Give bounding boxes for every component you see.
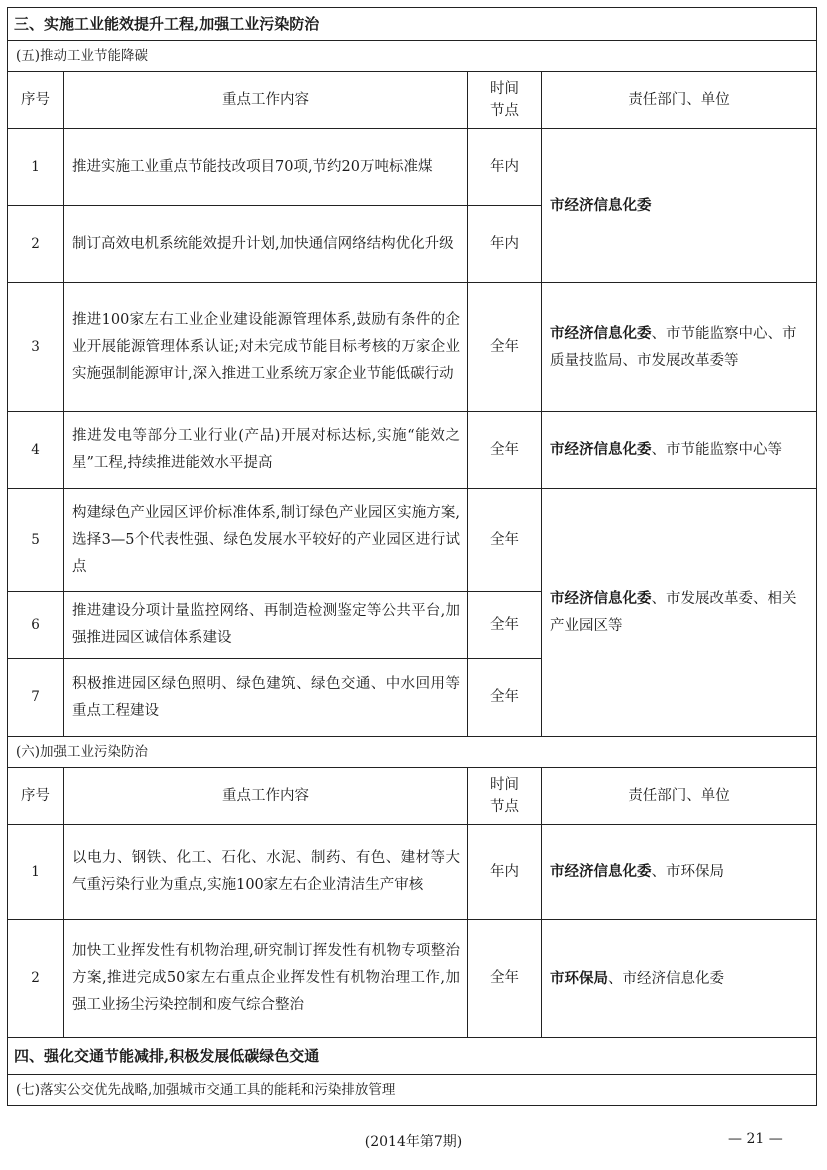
header-time: 时间 节点 (468, 72, 542, 129)
row-time: 年内 (468, 825, 542, 920)
row-dept: 市经济信息化委、市环保局 (542, 825, 817, 920)
row-content: 推进发电等部分工业行业(产品)开展对标达标,实施“能效之星”工程,持续推进能效水平提高 (64, 412, 468, 489)
section-3-title: 三、实施工业能效提升工程,加强工业污染防治 (8, 8, 817, 41)
section-4-title: 四、强化交通节能减排,积极发展低碳绿色交通 (8, 1038, 817, 1075)
header-content: 重点工作内容 (64, 72, 468, 129)
policy-table (7, 7, 817, 1106)
row-time: 全年 (468, 920, 542, 1038)
row-num: 1 (8, 825, 64, 920)
row-content: 推进100家左右工业企业建设能源管理体系,鼓励有条件的企业开展能源管理体系认证;对未完成节能目标考核的万家企业实施强制能源审计,深入推进工业系统万家企业节能低碳行动 (64, 283, 468, 412)
row-content: 构建绿色产业园区评价标准体系,制订绿色产业园区实施方案,选择3—5个代表性强、绿色发展水平较好的产业园区进行试点 (64, 489, 468, 592)
header-num: 序号 (8, 768, 64, 825)
row-num: 6 (8, 592, 64, 659)
table-row (8, 412, 817, 489)
row-num: 5 (8, 489, 64, 592)
subsection-5-title: (五)推动工业节能降碳 (8, 41, 817, 72)
subsection-7-title: (七)落实公交优先战略,加强城市交通工具的能耗和污染排放管理 (8, 1075, 817, 1106)
row-time: 年内 (468, 206, 542, 283)
row-time: 全年 (468, 412, 542, 489)
row-dept: 市环保局、市经济信息化委 (542, 920, 817, 1038)
table-row (8, 920, 817, 1038)
row-dept: 市经济信息化委、市节能监察中心、市质量技监局、市发展改革委等 (542, 283, 817, 412)
row-time: 全年 (468, 489, 542, 592)
row-num: 7 (8, 659, 64, 737)
row-dept: 市经济信息化委 (542, 129, 817, 283)
row-dept: 市经济信息化委、市节能监察中心等 (542, 412, 817, 489)
row-num: 1 (8, 129, 64, 206)
row-num: 3 (8, 283, 64, 412)
row-dept: 市经济信息化委、市发展改革委、相关产业园区等 (542, 489, 817, 737)
row-time: 全年 (468, 592, 542, 659)
header-num: 序号 (8, 72, 64, 129)
row-content: 加快工业挥发性有机物治理,研究制订挥发性有机物专项整治方案,推进完成50家左右重点企业挥发性有机物治理工作,加强工业扬尘污染控制和废气综合整治 (64, 920, 468, 1038)
row-content: 制订高效电机系统能效提升计划,加快通信网络结构优化升级 (64, 206, 468, 283)
row-num: 4 (8, 412, 64, 489)
row-num: 2 (8, 206, 64, 283)
table-header (8, 768, 817, 825)
table-row (8, 283, 817, 412)
row-content: 积极推进园区绿色照明、绿色建筑、绿色交通、中水回用等重点工程建设 (64, 659, 468, 737)
header-dept: 责任部门、单位 (542, 72, 817, 129)
table-row (8, 825, 817, 920)
row-content: 推进实施工业重点节能技改项目70项,节约20万吨标准煤 (64, 129, 468, 206)
header-content: 重点工作内容 (64, 768, 468, 825)
header-time: 时间 节点 (468, 768, 542, 825)
row-time: 全年 (468, 659, 542, 737)
header-dept: 责任部门、单位 (542, 768, 817, 825)
table-row (8, 489, 817, 592)
row-time: 全年 (468, 283, 542, 412)
page-number: — 21 — (728, 1131, 783, 1147)
row-num: 2 (8, 920, 64, 1038)
table-header (8, 72, 817, 129)
subsection-6-title: (六)加强工业污染防治 (8, 737, 817, 768)
row-content: 推进建设分项计量监控网络、再制造检测鉴定等公共平台,加强推进园区诚信体系建设 (64, 592, 468, 659)
issue-number: (2014年第7期) (364, 1134, 463, 1150)
row-content: 以电力、钢铁、化工、石化、水泥、制药、有色、建材等大气重污染行业为重点,实施100家左右企业清洁生产审核 (64, 825, 468, 920)
row-time: 年内 (468, 129, 542, 206)
table-row (8, 129, 817, 206)
